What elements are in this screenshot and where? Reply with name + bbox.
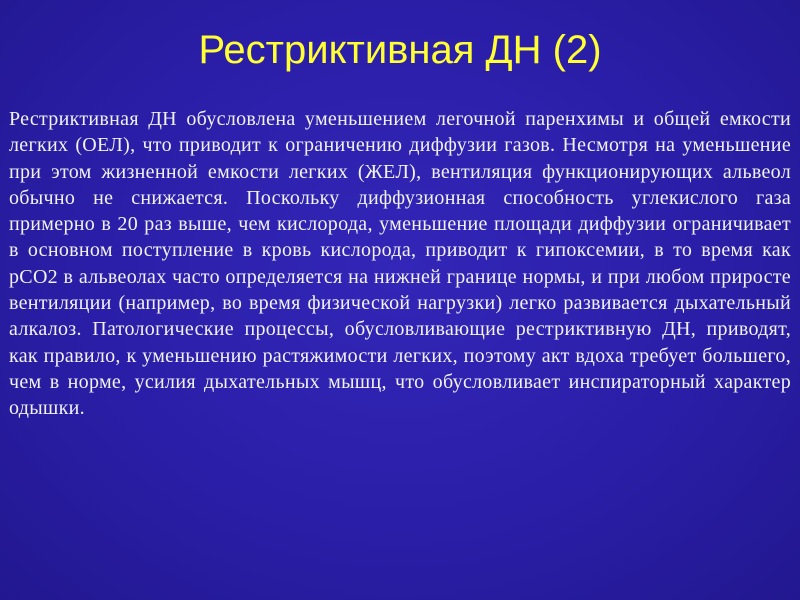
- slide-title: Рестриктивная ДН (2): [198, 28, 602, 72]
- slide-body-text: Рестриктивная ДН обусловлена уменьшением легочной паренхимы и общей емкости легких (ОЕЛ), что приводит к ограничению диффузии газов. Несмотря на уменьшение при этом жизненной емкости легких (ЖЕЛ), вентиляция функционирующих альвеол обычно не снижается. Поскольку диффузионная способность углекислого газа примерно в 20 раз выше, чем кислорода, уменьшение площади диффузии ограничивает в основном поступление в кровь кислорода, приводит к гипоксемии, в то время как рСО2 в альвеолах часто определяется на нижней границе нормы, и при любом приросте вентиляции (например, во время физической нагрузки) легко развивается дыхательный алкалоз. Патологические процессы, обусловливающие рестриктивную ДН, приводят, как правило, к уменьшению растяжимости легких, поэтому акт вдоха требует большего, чем в норме, усилия дыхательных мышц, что обусловливает инспираторный характер одышки.: [9, 108, 791, 420]
